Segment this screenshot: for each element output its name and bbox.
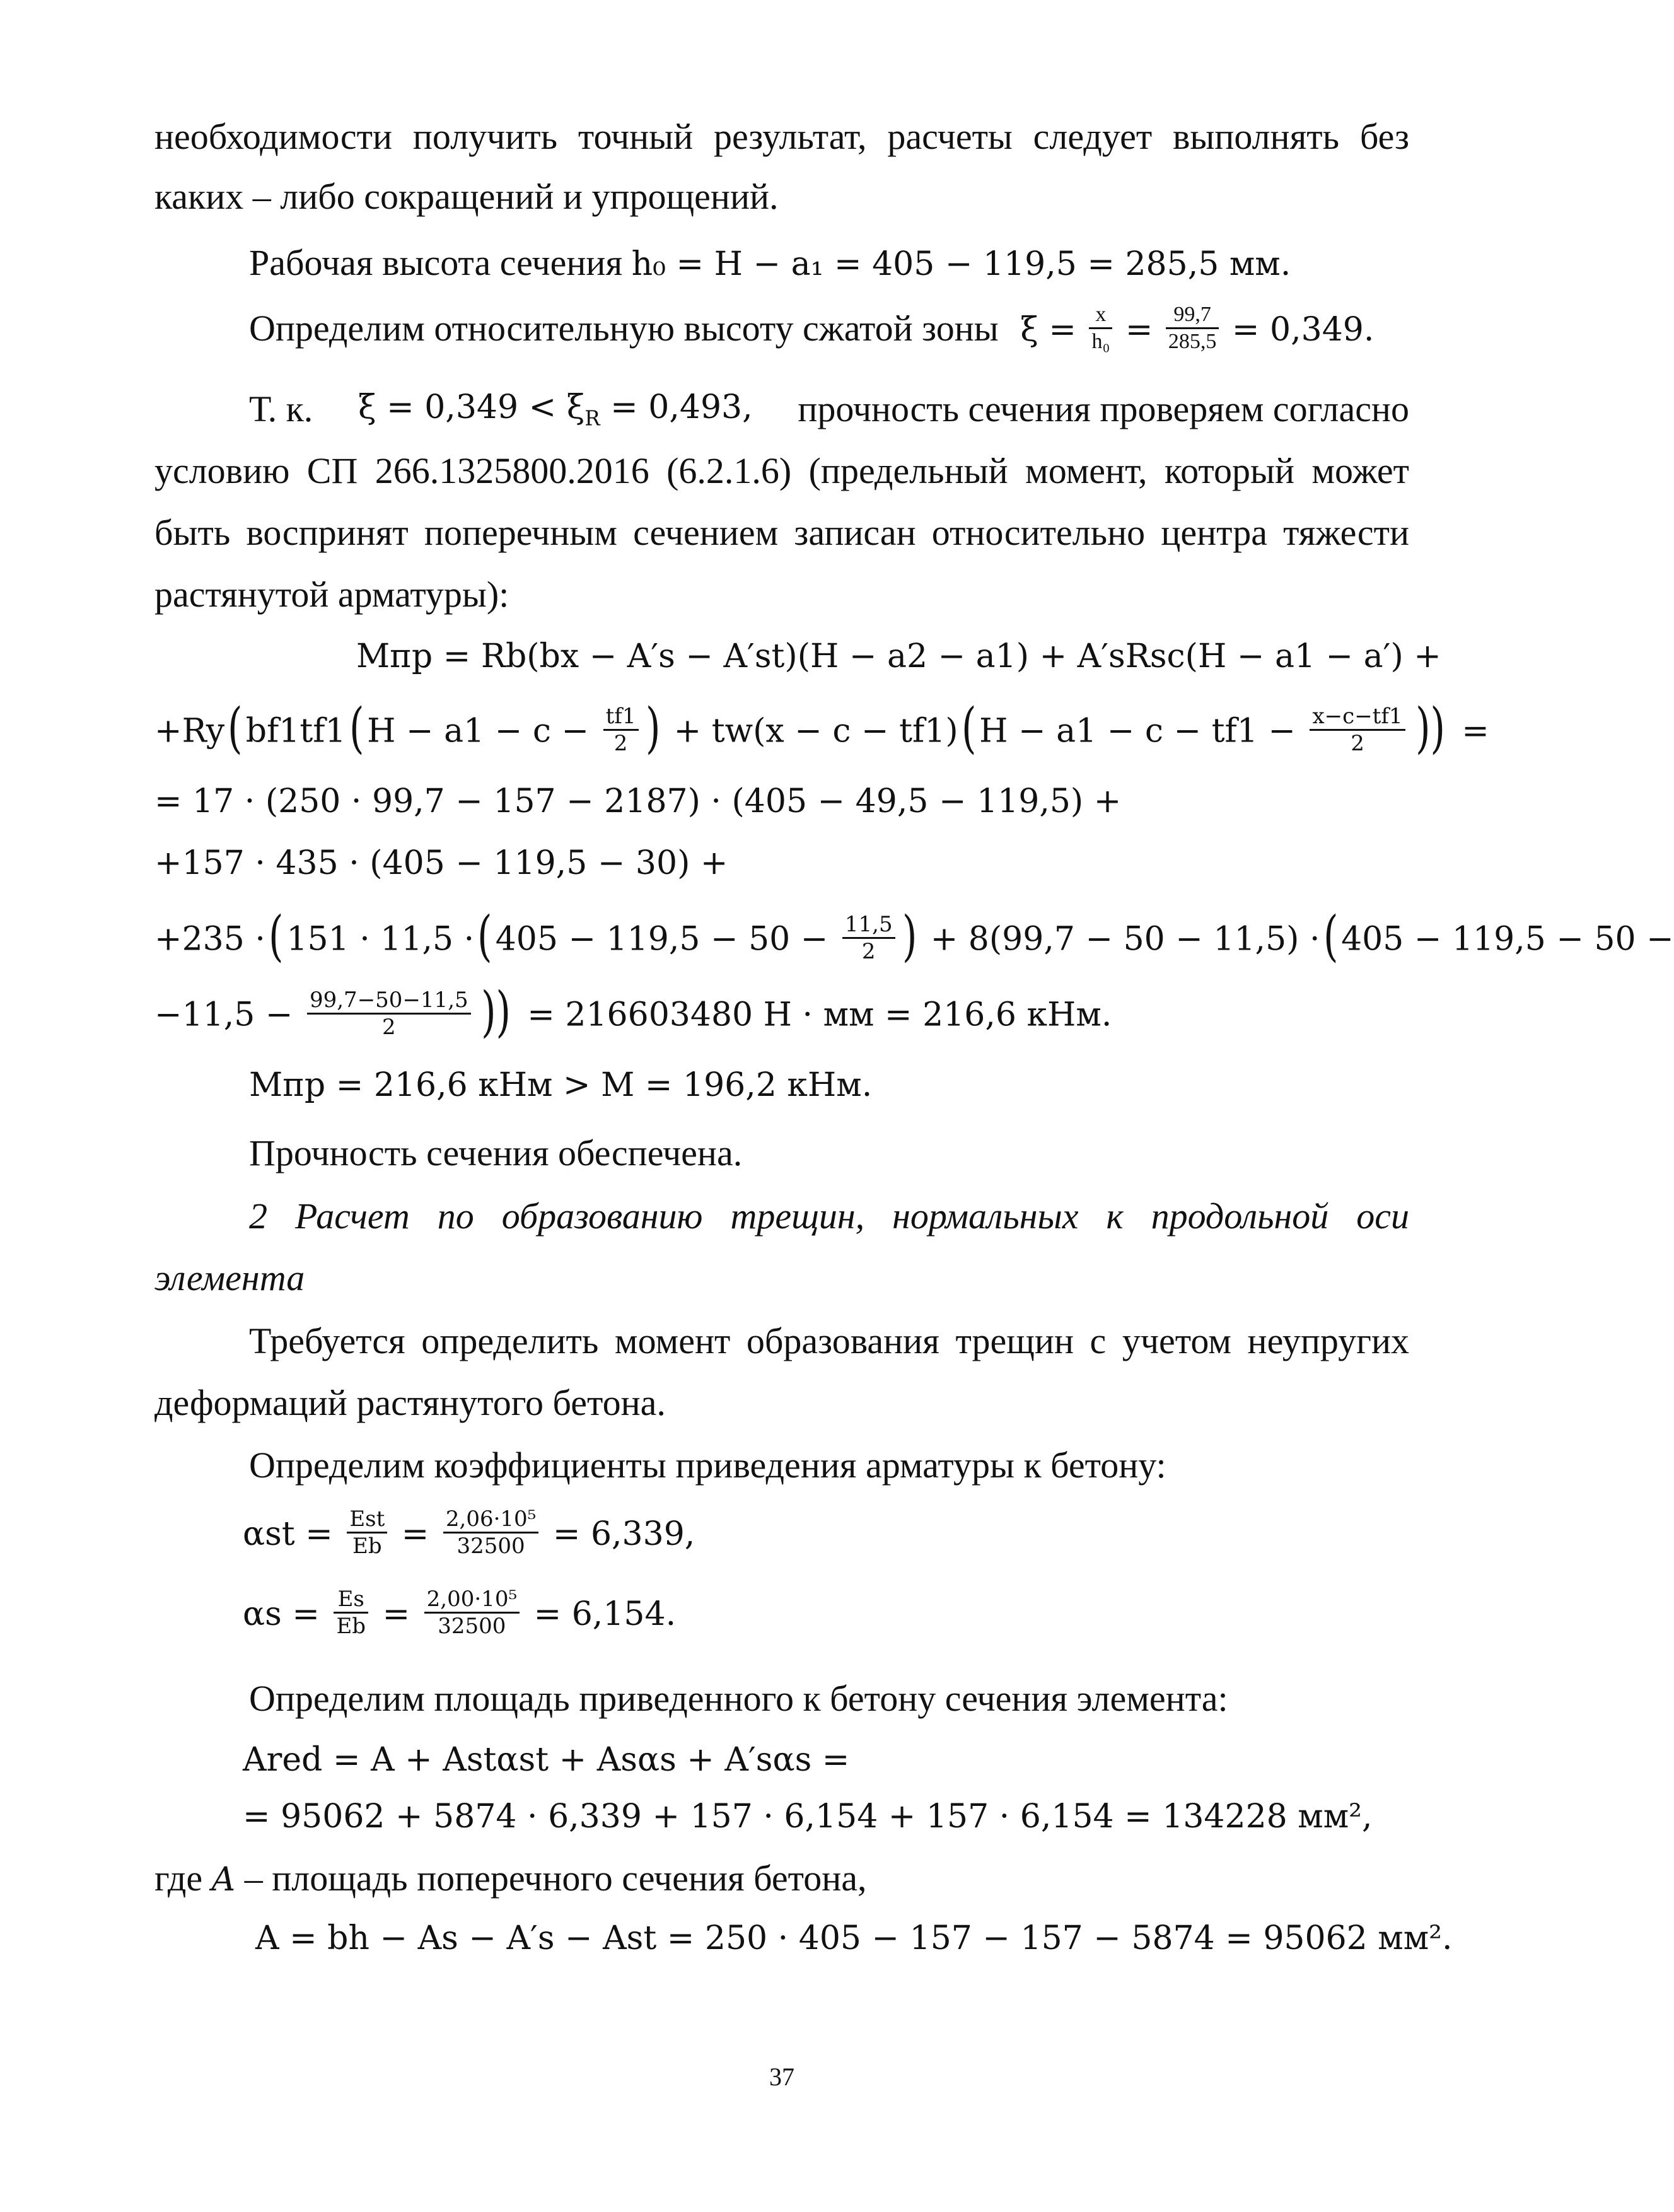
formula-part: + 8(99,7 − 50 − 11,5) · xyxy=(930,920,1320,958)
fraction-denominator: 2 xyxy=(1351,730,1364,756)
fraction-values xyxy=(1166,304,1219,352)
ared-formula-line2: = 95062 + 5874 · 6,339 + 157 · 6,154 + 157 · 6,154 = 134228 мм², xyxy=(243,1798,1373,1836)
formula-part: −11,5 − xyxy=(154,996,293,1034)
moment-equation-line5: +235 ·(151 · 11,5 ·(405 − 119,5 − 50 − $\frac{11,5}{2}$ ) + 8(99,7 − 50 − 11,5) ·(405 − 119,5 − 50 − xyxy=(154,905,1674,968)
paragraph-line xyxy=(249,388,1409,431)
formula-part: + tw(x − c − tf1) xyxy=(673,712,958,750)
formula-part: ξ = 0,349 < ξ xyxy=(357,388,585,426)
text-segment: Т. к. xyxy=(249,388,313,429)
formula-part: = 6,339, xyxy=(552,1515,695,1553)
formula-part: 151 · 11,5 · xyxy=(286,920,475,958)
alpha-s-formula: αs = $\frac{Es}{Eb}$ = $\frac{\text{2,00·10⁵}}{32500}$ = 6,154. xyxy=(243,1586,677,1639)
fraction xyxy=(842,911,895,964)
formula-part: 405 − 119,5 − 50 − xyxy=(495,920,828,958)
xi-result: = 0,349. xyxy=(1231,310,1375,349)
subscript: R xyxy=(584,406,600,431)
fraction-denominator: h₀ xyxy=(1091,330,1110,353)
paragraph-line: деформаций растянутого бетона. xyxy=(154,1382,666,1423)
working-height-formula: h₀ = H − a₁ = 405 − 119,5 = 285,5 мм. xyxy=(631,245,1291,283)
fraction-denominator: 285,5 xyxy=(1168,330,1217,353)
formula-part: = 6,154. xyxy=(533,1595,677,1633)
relative-height-text: Определим относительную высоту сжатой зоны xyxy=(249,307,999,349)
formula-part: bf1tf1 xyxy=(245,712,346,750)
alpha-st-formula: αst = $\frac{\text{Est}}{Eb}$ = $\frac{\text{2,06·10⁵}}{32500}$ = 6,339, xyxy=(243,1506,695,1559)
fraction xyxy=(443,1508,538,1557)
fraction-denominator: 2 xyxy=(613,730,628,756)
section-heading-line2: элемента xyxy=(154,1257,305,1298)
working-height-line xyxy=(249,242,1291,283)
fraction xyxy=(1310,703,1405,756)
moment-equation-line2: +Ry(bf1tf1(H − a1 − c − $\frac{tf1}{2}$ ) + tw(x − c − tf1)(H − a1 − c − tf1 − $\frac{x-c-tf1}{2}$ )) = xyxy=(154,697,1489,760)
fraction-numerator: 99,7−50−11,5 xyxy=(307,989,471,1015)
formula-part: H − a1 − c − tf1 − xyxy=(979,712,1296,750)
moment-comparison: Mпр = 216,6 кНм > M = 196,2 кНм. xyxy=(249,1066,873,1104)
variable: A xyxy=(211,1861,236,1899)
moment-equation-line6: −11,5 − $\frac{99,7-50-11,5}{2}$ )) = 216603480 Н · мм = 216,6 кНм. xyxy=(154,981,1112,1044)
fraction xyxy=(424,1588,520,1637)
fraction-denominator: 32500 xyxy=(456,1534,525,1559)
xi-lhs: ξ = xyxy=(1020,310,1076,349)
fraction-numerator: x xyxy=(1089,304,1112,329)
fraction-denominator: Eb xyxy=(352,1534,382,1559)
paragraph-line: каких – либо сокращений и упрощений. xyxy=(154,176,779,217)
fraction-denominator: 2 xyxy=(381,1014,396,1040)
paragraph-line: необходимости получить точный результат, расчеты следует выполнять без xyxy=(154,116,1409,157)
relative-height-line: Определим относительную высоту сжатой зоны ξ = $\frac{x}{\text{h₀}}$ = $\frac{99,7}{285,5}$ = 0,349. xyxy=(249,303,1375,353)
fraction xyxy=(307,989,471,1038)
moment-equation-line4: +157 · 435 · (405 − 119,5 − 30) + xyxy=(154,844,728,882)
fraction xyxy=(603,703,639,756)
paragraph-line: растянутой арматуры): xyxy=(154,574,509,615)
fraction-numerator: Es xyxy=(334,1588,368,1614)
paragraph-line: Требуется определить момент образования трещин с учетом неупругих xyxy=(249,1320,1409,1361)
page-number: 37 xyxy=(769,2063,794,2091)
formula-part: H − a1 − c − xyxy=(367,712,590,750)
text-segment: где xyxy=(154,1858,203,1899)
fraction-numerator: 2,06·10⁵ xyxy=(443,1508,538,1534)
paragraph-line: быть воспринят поперечным сечением записан относительно центра тяжести xyxy=(154,512,1409,553)
moment-equation-line1: Mпр = Rb(bx − A′s − A′st)(H − a2 − a1) + A′sRsc(H − a1 − a′) + xyxy=(356,637,1441,675)
working-height-text: Рабочая высота сечения xyxy=(249,242,623,283)
text-segment: прочность сечения проверяем согласно xyxy=(798,388,1409,429)
formula-part: = 216603480 Н · мм = 216,6 кНм. xyxy=(527,996,1112,1034)
section-heading-line1: 2 Расчет по образованию трещин, нормальных к продольной оси xyxy=(249,1196,1409,1237)
where-line xyxy=(154,1860,867,1897)
fraction-denominator: 32500 xyxy=(438,1614,506,1639)
text-segment: – площадь поперечного сечения бетона, xyxy=(244,1858,867,1899)
formula-part: +235 · xyxy=(154,920,265,958)
fraction-numerator: 99,7 xyxy=(1166,304,1219,329)
fraction-numerator: tf1 xyxy=(603,706,639,731)
fraction-numerator: Est xyxy=(347,1508,387,1534)
fraction-numerator: x−c−tf1 xyxy=(1310,706,1405,731)
strength-conclusion: Прочность сечения обеспечена. xyxy=(249,1132,743,1173)
formula-part: αs = xyxy=(243,1595,320,1633)
formula-part: = 0,493, xyxy=(600,388,753,426)
moment-equation-line3: = 17 · (250 · 99,7 − 157 − 2187) · (405 − 49,5 − 119,5) + xyxy=(154,783,1122,820)
paragraph-line: Определим коэффициенты приведения арматуры к бетону: xyxy=(249,1445,1166,1486)
paragraph-line: условию СП 266.1325800.2016 (6.2.1.6) (предельный момент, который может xyxy=(154,450,1409,491)
fraction xyxy=(347,1508,387,1557)
fraction xyxy=(334,1588,368,1637)
fraction-x-h0 xyxy=(1089,304,1112,352)
fraction-numerator: 2,00·10⁵ xyxy=(424,1588,520,1614)
formula-part: αst = xyxy=(243,1515,333,1553)
formula-part: 405 − 119,5 − 50 − xyxy=(1341,920,1674,958)
formula-part: +Ry xyxy=(154,712,225,750)
paragraph-line: Определим площадь приведенного к бетону сечения элемента: xyxy=(249,1678,1228,1719)
fraction-denominator: 2 xyxy=(861,938,876,964)
a-formula: A = bh − As − A′s − Ast = 250 · 405 − 157 − 157 − 5874 = 95062 мм². xyxy=(255,1919,1453,1957)
fraction-numerator: 11,5 xyxy=(842,914,895,939)
fraction-denominator: Eb xyxy=(336,1614,366,1639)
formula-part: = xyxy=(1462,712,1489,750)
ared-formula-line1: Ared = A + Astαst + Asαs + A′sαs = xyxy=(243,1741,850,1779)
xi-comparison xyxy=(357,388,753,431)
